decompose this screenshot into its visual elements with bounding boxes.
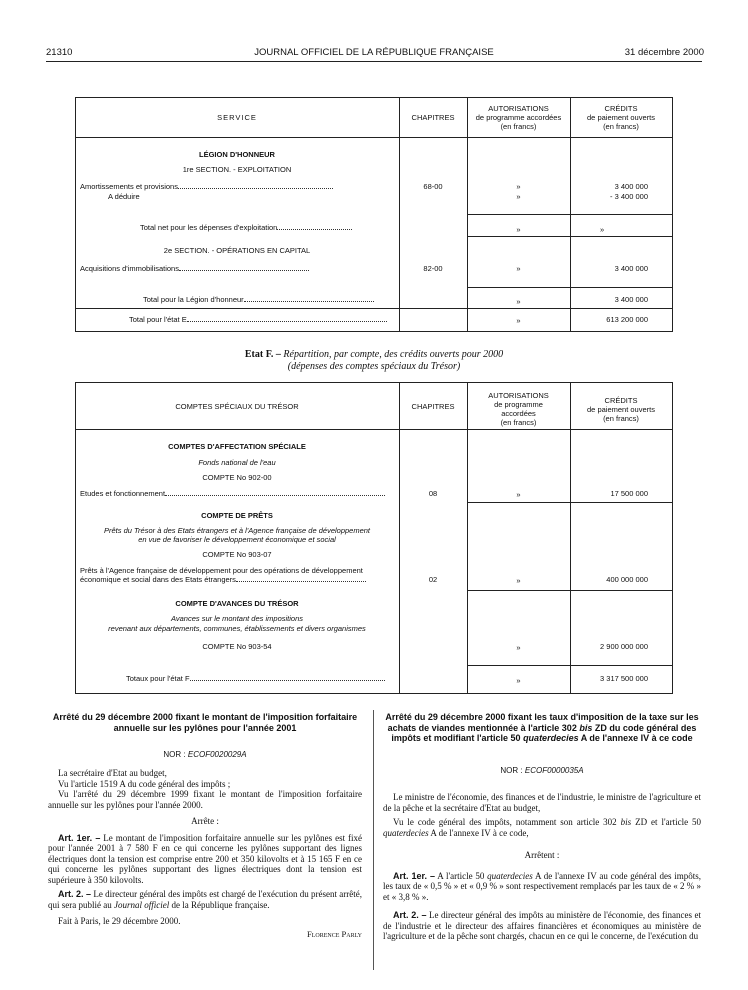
t2-prets2-label: économique et social dans des Etats étrangers [80,575,236,584]
t2-avances-aut: » [516,643,521,652]
t2-etudes-chap: 08 [428,489,438,498]
t2-total-row [126,674,394,683]
t2-aut-l1: AUTORISATIONS [488,391,549,400]
t2-h2-sub2: en vue de favoriser le développement économique et social [138,535,336,544]
t1-aut-l3: (en francs) [500,122,537,131]
t2-aut-l3: accordées [501,409,536,418]
left-art1-label: Art. 1er. – [58,832,101,843]
right-art1-quater: quaterdecies [487,870,533,881]
t2-h2-sub1: Prêts du Trésor à des Etats étrangers et à l'Agence française de développement [103,526,371,535]
t1-adeduire: A déduire [108,192,140,201]
left-body [48,768,362,939]
t1-aut-l1: AUTORISATIONS [488,104,549,113]
left-fait: Fait à Paris, le 29 décembre 2000. [58,916,181,926]
t1-total-rule [75,308,672,309]
page-number: 21310 [46,47,73,58]
right-p2-b: ZD et l'article 50 [635,817,702,827]
t1-total-legion-label: Total pour la Légion d'honneur [143,295,244,304]
t2-total-label: Totaux pour l'état F [126,674,190,683]
right-p2-c: A de l'annexe IV à ce code, [430,827,529,838]
right-art2-text: Le directeur général des impôts au ministère de l'économie, des finances et de l'industrie et le directeur des affaires financières et économiques au ministère de l'agriculture et de la pêche sont chargés, chacun en ce qui le concerne, de l'exécution du [383,910,702,941]
page-date: 31 décembre 2000 [624,47,704,58]
t1-cred-l3: (en francs) [603,122,639,131]
left-art2-journal: Journal officiel [113,899,170,910]
left-art2-a: Le directeur général des impôts est chargé de l'exécution du présent arrêté, qui sera publié au [48,889,363,910]
t2-cred-l1: CRÉDITS [604,396,638,405]
t2-cred-l3: (en francs) [603,414,639,423]
right-art1-a: A l'article 50 [437,870,485,881]
right-p2-a: Vu le code général des impôts, notamment son article 302 [393,817,617,827]
t2-col-chapitres: CHAPITRES [411,402,455,411]
t1-total-net-cred: » [600,225,605,234]
right-body [383,792,701,942]
t1-amort-chap: 68-00 [423,182,443,191]
t2-sub-rule-2 [467,590,672,591]
t2-total-cred: 3 317 500 000 [600,674,648,683]
etat-f-title: Répartition, par compte, des crédits ouverts pour 2000 [283,349,504,360]
t2-prets1: Prêts à l'Agence française de développement pour des opérations de développement [80,566,363,575]
t1-total-legion-row [143,295,394,304]
t1-total-net-label: Total net pour les dépenses d'exploitation [140,223,278,232]
t1-leader [178,188,333,189]
t2-h2-compte: COMPTE No 903-07 [202,550,272,559]
t1-sub-rule-1 [467,214,672,215]
t1-leader [187,321,387,322]
right-title-c: A de l'annexe IV à ce code [580,733,693,743]
t1-leader [179,270,309,271]
column-separator [373,710,374,970]
t1-amort-row [80,182,394,191]
t2-prets-aut: » [516,576,521,585]
t2-leader [236,581,366,582]
t1-adeduire-cred: - 3 400 000 [610,192,648,201]
right-arretent: Arrêtent : [524,850,560,860]
t1-total-etat-cred: 613 200 000 [606,315,648,324]
left-article-title: Arrêté du 29 décembre 2000 fixant le montant de l'imposition forfaitaire annuelle sur les pylônes pour l'année 2001 [52,712,358,733]
t2-h3-sub1: Avances sur le montant des impositions [170,614,303,623]
right-p2-bis: bis [620,817,632,827]
header-rule [46,61,702,62]
right-nor-label: NOR : [500,766,523,775]
t1-col-divider-1 [399,97,400,331]
t2-sub-rule-3 [467,665,672,666]
t1-header-rule [75,137,672,138]
right-title-b: ZD du code général des impôts et modifiant l'article 50 [391,722,697,743]
right-title-quater: quaterdecies [523,733,579,743]
t1-col-chapitres: CHAPITRES [411,113,455,122]
t2-col-comptes: COMPTES SPÉCIAUX DU TRÉSOR [175,402,299,411]
t2-h1: COMPTES D'AFFECTATION SPÉCIALE [168,442,306,451]
t1-total-etat-aut: » [516,316,521,325]
left-p2: Vu l'article 1519 A du code général des impôts ; [58,778,231,789]
right-p2 [383,817,701,838]
t1-section1: 1re SECTION. - EXPLOITATION [182,165,292,174]
t2-leader [190,680,385,681]
t2-h1-sub: Fonds national de l'eau [198,458,276,467]
left-p3: Vu l'arrêté du 29 décembre 1999 fixant le montant de l'imposition forfaitaire annuelle sur les pylônes pour l'année 2000. [48,789,362,810]
t2-h2: COMPTE DE PRÊTS [201,511,273,520]
t1-heading: LÉGION D'HONNEUR [199,150,275,159]
t1-aut-l2: de programme accordées [475,113,562,122]
t1-total-legion-aut: » [516,297,521,306]
right-art2 [383,910,701,942]
journal-title: JOURNAL OFFICIEL DE LA RÉPUBLIQUE FRANÇAISE [254,47,494,58]
t2-etudes-label: Etudes et fonctionnement [80,489,166,498]
t1-acq-cred: 3 400 000 [614,264,648,273]
t2-sub-rule-1 [467,502,672,503]
t1-sub-rule-2 [467,236,672,237]
t1-acq-aut: » [516,264,521,273]
t1-sub-rule-3 [467,287,672,288]
t2-h3-sub2: revenant aux départements, communes, établissements et divers organismes [108,624,366,633]
left-art2-b: de la République française. [171,899,270,910]
left-art2 [48,889,362,910]
t1-cred-l2: de paiement ouverts [587,113,655,122]
t2-cred-l2: de paiement ouverts [587,405,655,414]
t1-total-etat-row [129,315,394,324]
left-art1 [48,833,362,886]
etat-f-caption [0,349,748,360]
t2-leader [165,495,385,496]
t2-avances-cred: 2 900 000 000 [600,642,648,651]
t1-amort-label: Amortissements et provisions [80,182,178,191]
right-art1-label: Art. 1er. – [393,870,435,881]
right-title-bis: bis [579,722,593,733]
t1-total-net-aut: » [516,225,521,234]
t1-acq-chap: 82-00 [423,264,443,273]
right-art1 [383,871,701,903]
right-nor-value: ECOF0000035A [524,766,584,775]
t1-col-credits [570,104,672,131]
t2-prets-cred: 400 000 000 [606,575,648,584]
t1-col-autorisations [467,104,570,131]
right-p2-quater: quaterdecies [383,827,429,838]
left-nor-label: NOR : [163,750,186,759]
t1-amort-aut: » [516,182,521,191]
left-p1: La secrétaire d'Etat au budget, [58,768,167,778]
left-art2-label: Art. 2. – [58,889,92,899]
left-signature: Florence Parly [307,928,362,939]
t2-total-aut: » [516,676,521,685]
left-art1-text: Le montant de l'imposition forfaitaire annuelle sur les pylônes est fixé pour l'année 2001 à 7 580 F en ce qui concerne les pylônes supportant des lignes électriques dont la tension est comprise entre 200 et 350 kilovolts et à 15 165 F en ce qui concerne les pylônes supportant des lignes électriques dont la tension est supérieure à 350 kilovolts. [48,832,362,885]
t2-prets2-row [80,575,394,584]
t2-h1-compte: COMPTE No 902-00 [202,473,272,482]
t2-etudes-cred: 17 500 000 [610,489,648,498]
right-art2-label: Art. 2. – [393,910,427,920]
t1-total-net-row [140,223,394,232]
t2-header-rule [75,429,672,430]
t1-total-etat-label: Total pour l'état E [129,315,187,324]
t2-col-credits [570,396,672,423]
right-nor [383,766,701,775]
right-article-title [383,712,701,744]
t2-h3-compte: COMPTE No 903-54 [202,642,272,651]
left-nor [48,750,362,759]
t2-etudes-row [80,489,394,498]
t2-h3: COMPTE D'AVANCES DU TRÉSOR [175,599,299,608]
t1-amort-cred: 3 400 000 [614,182,648,191]
t2-col-autorisations [467,391,570,427]
left-nor-value: ECOF0020029A [187,750,247,759]
etat-f-subtitle: (dépenses des comptes spéciaux du Trésor) [287,361,461,372]
t2-aut-l2: de programme [494,400,543,409]
t1-cred-l1: CRÉDITS [604,104,638,113]
t1-section2: 2e SECTION. - OPÉRATIONS EN CAPITAL [163,246,311,255]
t1-col-service: SERVICE [217,113,257,122]
t1-adeduire-aut: » [516,192,521,201]
t1-leader [244,301,374,302]
right-p1: Le ministre de l'économie, des finances et de l'industrie, le ministre de l'agriculture et de la pêche et la secrétaire d'Etat au budget, [383,792,701,813]
left-arrete: Arrête : [191,816,219,826]
right-title-a: Arrêté du 29 décembre 2000 fixant les taux d'imposition de la taxe sur les achats de viandes mentionnée à l'article 302 [385,712,699,733]
t1-total-legion-cred: 3 400 000 [614,295,648,304]
t2-etudes-aut: » [516,490,521,499]
t2-aut-l4: (en francs) [500,418,537,427]
right-art1-b: A de l'annexe IV au code général des impôts, les taux de « 0,5 % » et « 0,9 % » sont respectivement remplacés par les taux de « 2 % » et « 3,8 % ». [383,870,701,902]
t2-prets-chap: 02 [428,575,438,584]
etat-f-label: Etat F. – [244,349,281,360]
t1-acq-row [80,264,394,273]
t1-acq-label: Acquisitions d'immobilisations [80,264,179,273]
t1-leader [277,229,352,230]
